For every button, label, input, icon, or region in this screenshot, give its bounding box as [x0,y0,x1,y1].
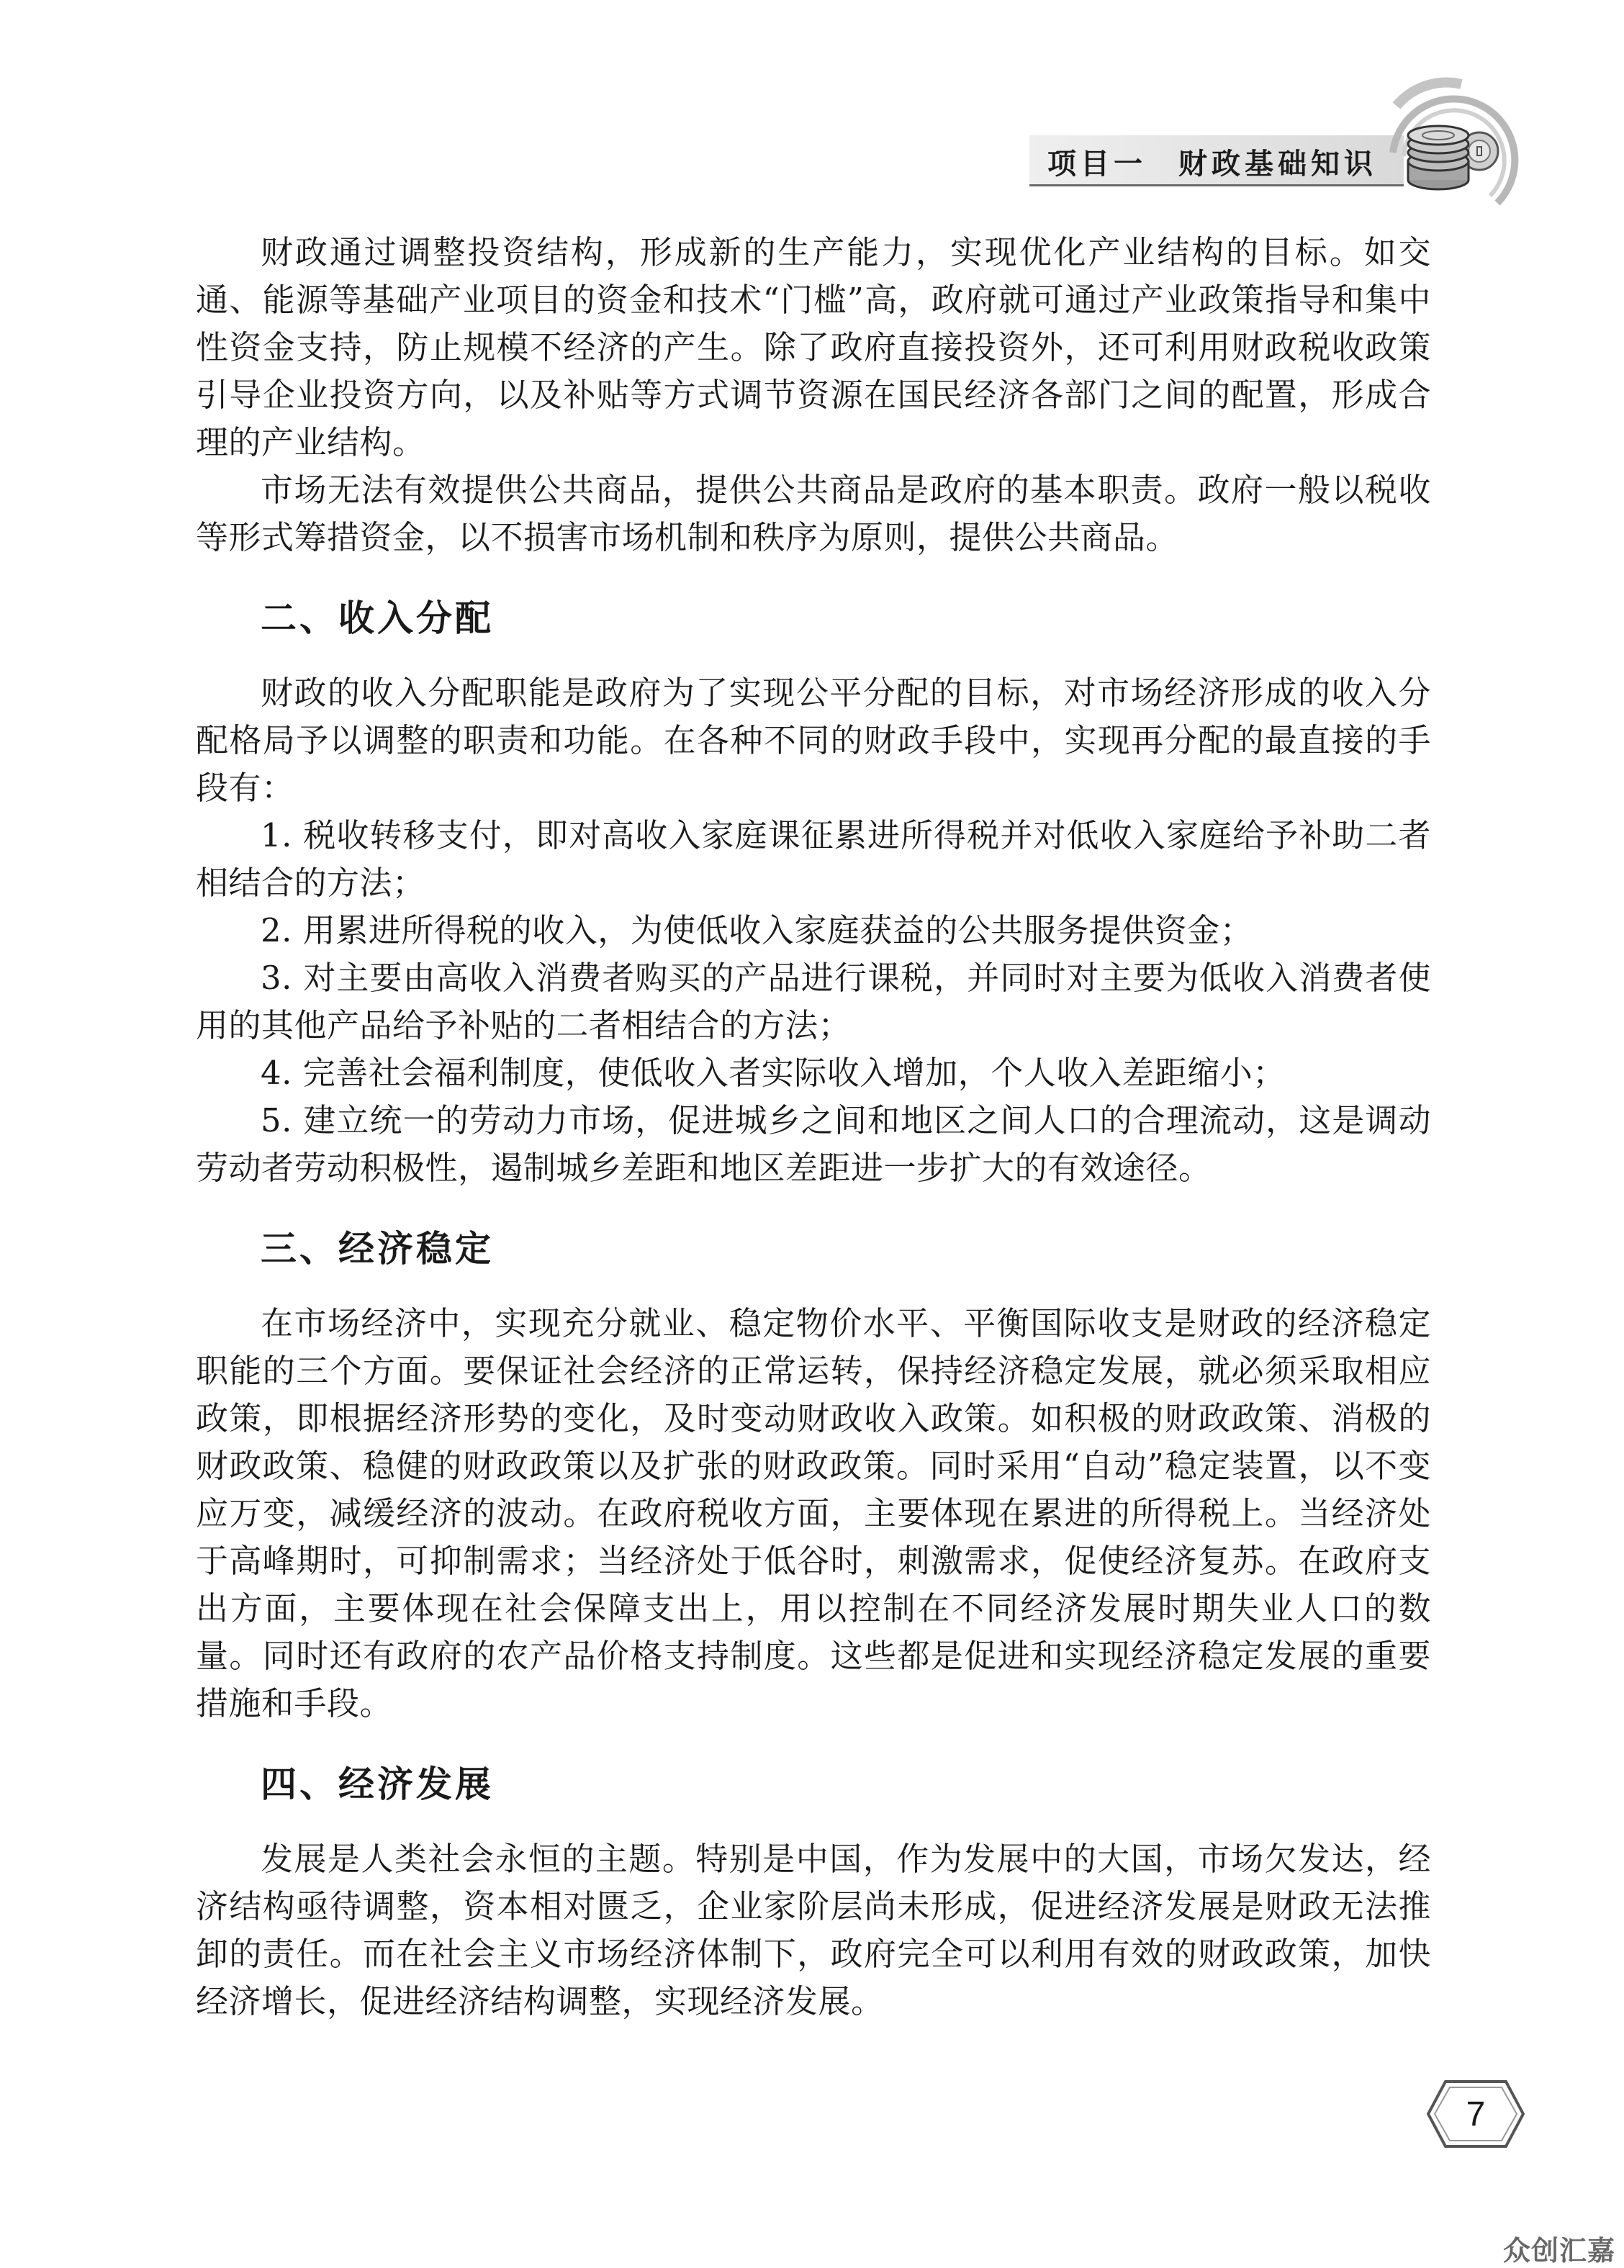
paragraph-economic-stability: 在市场经济中，实现充分就业、稳定物价水平、平衡国际收支是财政的经济稳定职能的三个方面。要保证社会经济的正常运转，保持经济稳定发展，就必须采取相应政策，即根据经济形势的变化，及时变动财政收入政策。如积极的财政政策、消极的财政政策、稳健的财政政策以及扩张的财政政策。同时采用“自动”稳定装置，以不变应万变，减缓经济的波动。在政府税收方面，主要体现在累进的所得税上。当经济处于高峰期时，可抑制需求；当经济处于低谷时，刺激需求，促使经济复苏。在政府支出方面，主要体现在社会保障支出上，用以控制在不同经济发展时期失业人口的数量。同时还有政府的农产品价格支持制度。这些都是促进和实现经济稳定发展的重要措施和手段。 [196,1304,1431,1722]
page-number-badge [1425,2074,1526,2154]
list-item: 3. 对主要由高收入消费者购买的产品进行课税，并同时对主要为低收入消费者使用的其他产品给予补贴的二者相结合的方法； [196,959,1431,1044]
list-item: 5. 建立统一的劳动力市场，促进城乡之间和地区之间人口的合理流动，这是调动劳动者劳动积极性，遏制城乡差距和地区差距进一步扩大的有效途径。 [196,1101,1431,1187]
list-item: 4. 完善社会福利制度，使低收入者实际收入增加，个人收入差距缩小； [261,1054,1286,1092]
list-item: 1. 税收转移支付，即对高收入家庭课征累进所得税并对低收入家庭给予补助二者相结合的方法； [196,816,1431,902]
section-title-income-distribution: 二、收入分配 [261,597,494,639]
section-title-economic-development: 四、经济发展 [261,1763,494,1805]
page-number: 7 [1466,2095,1486,2133]
watermark-text: 众创汇嘉 [1503,2235,1616,2267]
page-body [196,229,1431,2025]
coin-stack-emblem [1353,66,1526,232]
chapter-title: 财政基础知识 [1178,148,1377,181]
running-header [1047,141,1377,182]
paragraph-economic-development: 发展是人类社会永恒的主题。特别是中国，作为发展中的大国，市场欠发达，经济结构亟待调整，资本相对匮乏，企业家阶层尚未形成，促进经济发展是财政无法推卸的责任。而在社会主义市场经济体制下，政府完全可以利用有效的财政政策，加快经济增长，促进经济结构调整，实现经济发展。 [196,1840,1431,2020]
paragraph-industrial-structure: 财政通过调整投资结构，形成新的生产能力，实现优化产业结构的目标。如交通、能源等基础产业项目的资金和技术“门槛”高，政府就可通过产业政策指导和集中性资金支持，防止规模不经济的产生。除了政府直接投资外，还可利用财政税收政策引导企业投资方向，以及补贴等方式调节资源在国民经济各部门之间的配置，形成合理的产业结构。 [196,233,1431,461]
paragraph-income-distribution: 财政的收入分配职能是政府为了实现公平分配的目标，对市场经济形成的收入分配格局予以调整的职责和功能。在各种不同的财政手段中，实现再分配的最直接的手段有： [196,674,1431,807]
list-item: 2. 用累进所得税的收入，为使低收入家庭获益的公共服务提供资金； [261,911,1253,949]
paragraph-public-goods: 市场无法有效提供公共商品，提供公共商品是政府的基本职责。政府一般以税收等形式筹措资金，以不损害市场机制和秩序为原则，提供公共商品。 [196,471,1431,556]
project-label: 项目一 [1047,148,1147,181]
section-title-economic-stability: 三、经济稳定 [261,1228,494,1270]
